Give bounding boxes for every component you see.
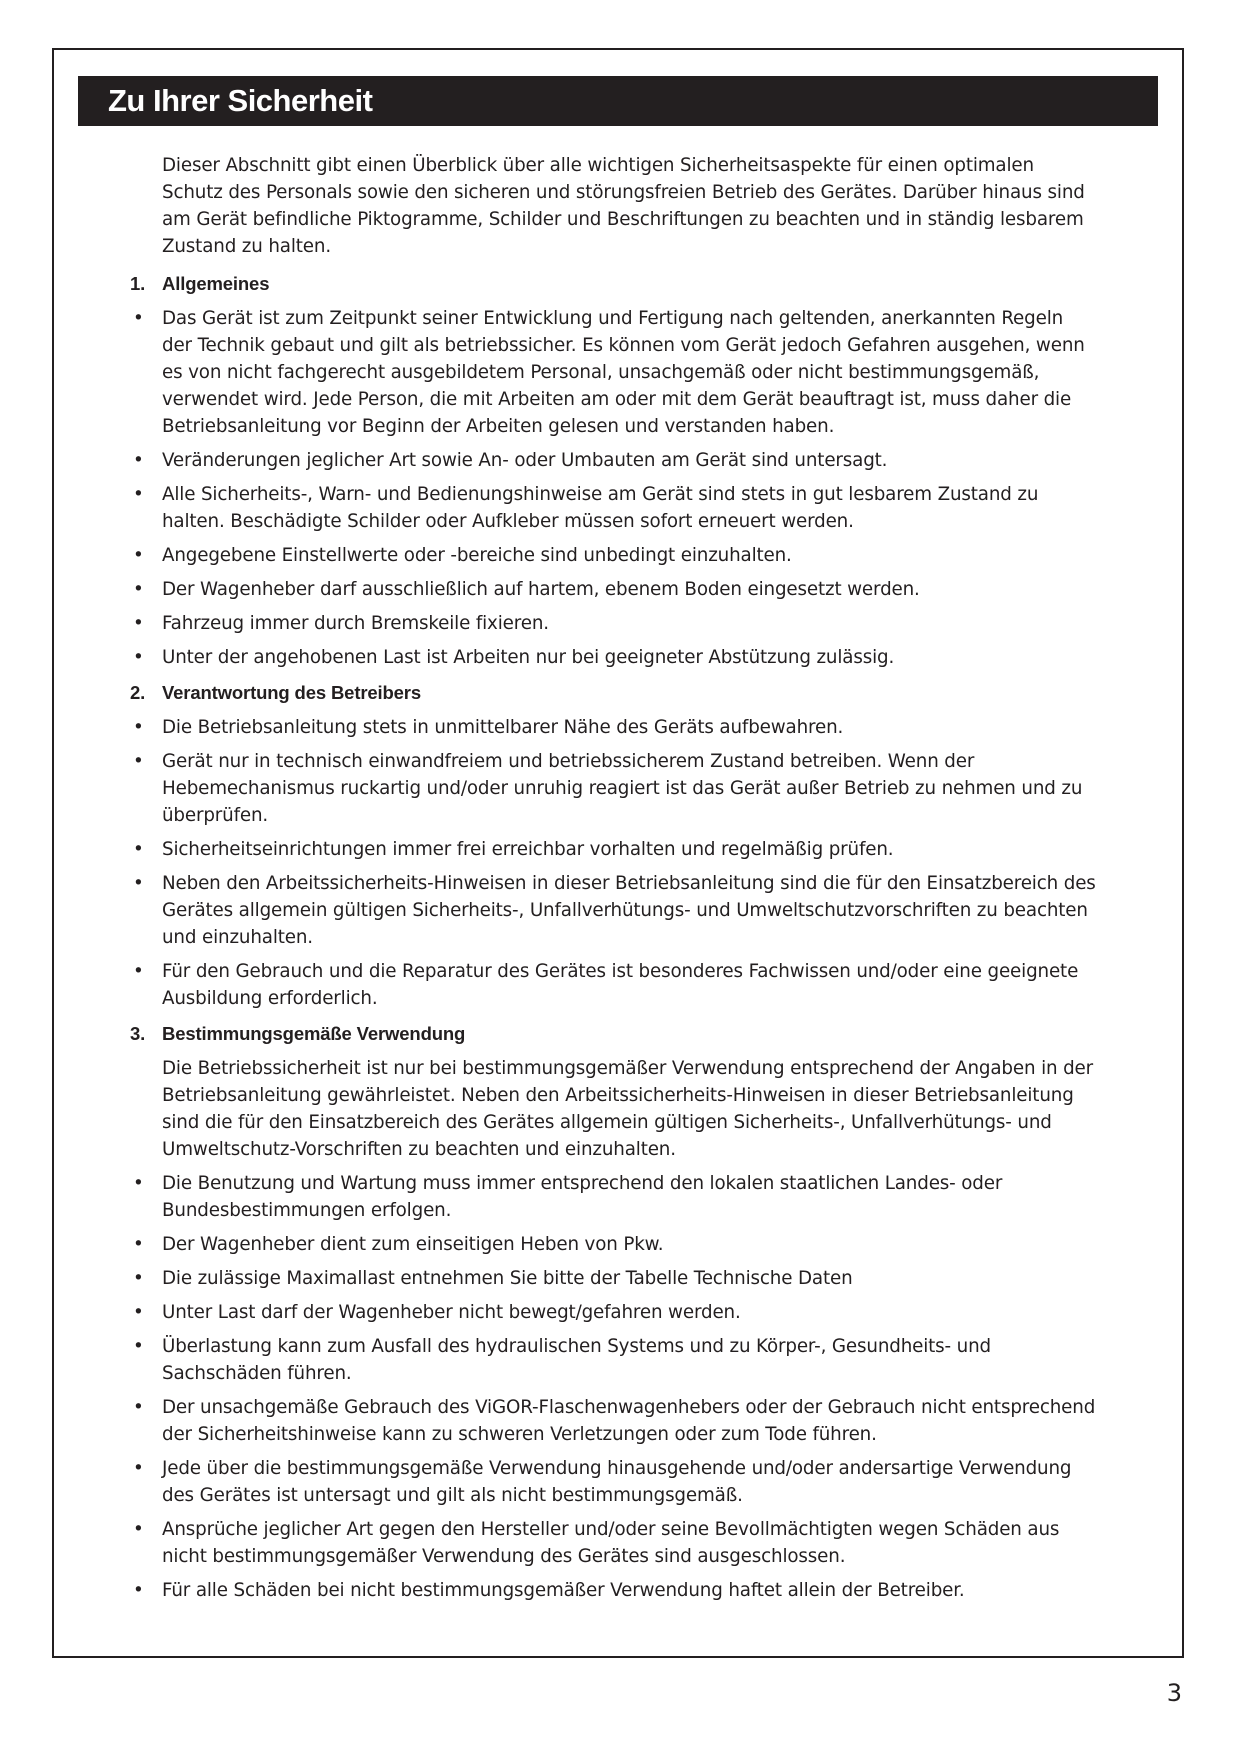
list-item: • Das Gerät ist zum Zeitpunkt seiner Entwicklung und Fertigung nach geltenden, anerkannten Regeln der Technik gebaut und gilt als betriebssicher. Es können vom Gerät jedoch Gefahren ausgehen, wenn es von nicht fachgerecht ausgebildetem Personal, unsachgemäß oder nicht bestimmungsgemäß, verwendet wird. Jede Person, die mit Arbeiten am oder mit dem Gerät beauftragt ist, muss daher die Betriebsanleitung vor Beginn der Arbeiten gelesen und verstanden haben. [110,305,1098,440]
document-body [54,152,1186,1611]
list-item: • Unter der angehobenen Last ist Arbeiten nur bei geeigneter Abstützung zulässig. [110,644,1098,671]
list-item: • Für alle Schäden bei nicht bestimmungsgemäßer Verwendung haftet allein der Betreiber. [110,1577,1098,1604]
bullet-icon: • [133,1580,144,1601]
list-item: • Sicherheitseinrichtungen immer frei erreichbar vorhalten und regelmäßig prüfen. [110,836,1098,863]
section-heading-verwendung [110,1020,1098,1047]
intro-paragraph: Dieser Abschnitt gibt einen Überblick über alle wichtigen Sicherheitsaspekte für einen optimalen Schutz des Personals sowie den sicheren und störungsfreien Betrieb des Gerätes. Darüber hinaus sind am Gerät befindliche Piktogramme, Schilder und Beschriftungen zu beachten und in ständig lesbarem Zustand zu halten. [162,155,1085,257]
bullet-icon: • [133,1397,144,1418]
page-frame [52,48,1184,1658]
bullet-icon: • [133,1173,144,1194]
list-item: • Der Wagenheber dient zum einseitigen Heben von Pkw. [110,1231,1098,1258]
section-number: 2. [130,682,146,703]
section-heading-allgemeines [110,270,1098,297]
page-number: 3 [1166,1679,1182,1707]
bullet-icon: • [133,484,144,505]
section-title: Bestimmungsgemäße Verwendung [162,1023,466,1044]
list-item: • Unter Last darf der Wagenheber nicht bewegt/gefahren werden. [110,1299,1098,1326]
section-intro-paragraph: Die Betriebssicherheit ist nur bei bestimmungsgemäßer Verwendung entsprechend der Angaben in der Betriebsanleitung gewährleistet. Neben den Arbeitssicherheits-Hinweisen in dieser Betriebsanleitung sind die für den Einsatzbereich des Gerätes allgemein gültigen Sicherheits-, Unfallverhütungs- und Umweltschutz-Vorschriften zu beachten und einzuhalten. [162,1058,1094,1160]
bullet-icon: • [133,579,144,600]
bullet-icon: • [133,647,144,668]
section-number: 1. [130,273,146,294]
bullet-icon: • [133,613,144,634]
section-heading-verantwortung [110,679,1098,706]
bullet-icon: • [133,751,144,772]
bullet-icon: • [133,873,144,894]
list-item: • Die Benutzung und Wartung muss immer entsprechend den lokalen staatlichen Landes- oder Bundesbestimmungen erfolgen. [110,1170,1098,1224]
list-item: • Der Wagenheber darf ausschließlich auf hartem, ebenem Boden eingesetzt werden. [110,576,1098,603]
list-item: • Neben den Arbeitssicherheits-Hinweisen in dieser Betriebsanleitung sind die für den Einsatzbereich des Gerätes allgemein gültigen Sicherheits-, Unfallverhütungs- und Umweltschutzvorschriften zu beachten und einzuhalten. [110,870,1098,951]
bullet-icon: • [133,450,144,471]
bullet-icon: • [133,1458,144,1479]
list-item: • Angegebene Einstellwerte oder -bereiche sind unbedingt einzuhalten. [110,542,1098,569]
list-item: • Überlastung kann zum Ausfall des hydraulischen Systems und zu Körper-, Gesundheits- und Sachschäden führen. [110,1333,1098,1387]
bullet-icon: • [133,961,144,982]
list-item: • Alle Sicherheits-, Warn- und Bedienungshinweise am Gerät sind stets in gut lesbarem Zustand zu halten. Beschädigte Schilder oder Aufkleber müssen sofort erneuert werden. [110,481,1098,535]
bullet-icon: • [133,1302,144,1323]
bullet-icon: • [133,1519,144,1540]
list-item: • Gerät nur in technisch einwandfreiem und betriebssicherem Zustand betreiben. Wenn der Hebemechanismus ruckartig und/oder unruhig reagiert ist das Gerät außer Betrieb zu nehmen und zu überprüfen. [110,748,1098,829]
list-item: • Fahrzeug immer durch Bremskeile fixieren. [110,610,1098,637]
list-item: • Die zulässige Maximallast entnehmen Sie bitte der Tabelle Technische Daten [110,1265,1098,1292]
list-item: • Die Betriebsanleitung stets in unmittelbarer Nähe des Geräts aufbewahren. [110,714,1098,741]
list-item: • Ansprüche jeglicher Art gegen den Hersteller und/oder seine Bevollmächtigten wegen Schäden aus nicht bestimmungsgemäßer Verwendung des Gerätes sind ausgeschlossen. [110,1516,1098,1570]
bullet-icon: • [133,839,144,860]
bullet-icon: • [133,1268,144,1289]
section-title: Verantwortung des Betreibers [162,682,421,703]
list-item: • Veränderungen jeglicher Art sowie An- oder Umbauten am Gerät sind untersagt. [110,447,1098,474]
bullet-icon: • [133,717,144,738]
bullet-icon: • [133,1234,144,1255]
bullet-icon: • [133,1336,144,1357]
bullet-icon: • [133,545,144,566]
section-number: 3. [130,1023,146,1044]
list-item: • Der unsachgemäße Gebrauch des ViGOR-Flaschenwagenhebers oder der Gebrauch nicht entsprechend der Sicherheitshinweise kann zu schweren Verletzungen oder zum Tode führen. [110,1394,1098,1448]
list-item: • Für den Gebrauch und die Reparatur des Gerätes ist besonderes Fachwissen und/oder eine geeignete Ausbildung erforderlich. [110,958,1098,1012]
bullet-icon: • [133,308,144,329]
section-title: Allgemeines [162,273,270,294]
page-title: Zu Ihrer Sicherheit [78,76,1158,126]
list-item: • Jede über die bestimmungsgemäße Verwendung hinausgehende und/oder andersartige Verwendung des Gerätes ist untersagt und gilt als nicht bestimmungsgemäß. [110,1455,1098,1509]
